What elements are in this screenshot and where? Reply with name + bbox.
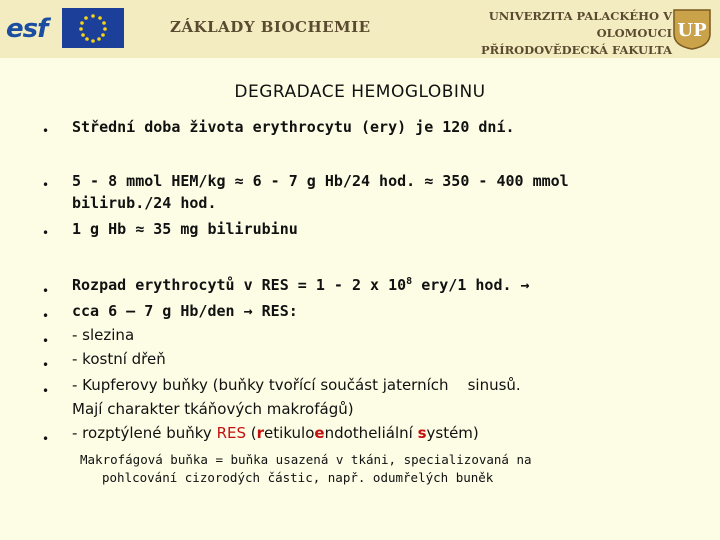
bullet-hb-bilirubin: 1 g Hb ≈ 35 mg bilirubinu (72, 220, 298, 238)
bullet-dot: • (42, 226, 50, 240)
res-word-part-3: ystém) (426, 424, 479, 442)
res-prefix: - rozptýlené buňky (72, 424, 217, 442)
bullet-dot: • (42, 432, 50, 446)
seal-letters: UP (677, 20, 707, 41)
breakdown-rate: ery/1 hod. → (412, 276, 530, 294)
university-line-1: UNIVERZITA PALACKÉHO V OLOMOUCI (488, 9, 672, 40)
bullet-kupffer-line2: Mají charakter tkáňových makrofágů) (72, 400, 354, 418)
res-paren: ( (246, 424, 257, 442)
exponent: 8 (406, 276, 413, 287)
bullet-hb-per-day: cca 6 – 7 g Hb/den → RES: (72, 302, 298, 320)
bullet-erythrocyte-breakdown (72, 276, 530, 294)
res-word-part-1: etikulo (264, 424, 315, 442)
bullet-dot: • (42, 384, 50, 398)
bullet-hem-rate-line1: 5 - 8 mmol HEM/kg ≈ 6 - 7 g Hb/24 hod. ≈ 350 - 400 mmol (72, 172, 569, 190)
bullet-res-cells (72, 424, 479, 442)
macrophage-note-line2: pohlcování cizorodých částic, např. odumřelých buněk (102, 470, 494, 485)
res-word-part-2: ndotheliální (324, 424, 418, 442)
page-title: DEGRADACE HEMOGLOBINU (234, 82, 486, 102)
bullet-dot: • (42, 309, 50, 323)
bullet-kupffer-line1: - Kupferovy buňky (buňky tvořící součást jaterních sinusů. (72, 376, 521, 394)
university-line-2: PŘÍRODOVĚDECKÁ FAKULTA (480, 43, 672, 57)
res-abbr: RES (216, 424, 247, 442)
bullet-dot: • (42, 124, 50, 138)
breakdown-text: Rozpad erythrocytů v RES = 1 - 2 x 10 (72, 276, 407, 294)
course-title: ZÁKLADY BIOCHEMIE (170, 18, 371, 36)
esf-logo-icon: esf (6, 14, 48, 44)
macrophage-note-line1: Makrofágová buňka = buňka usazená v tkáni, specializovaná na (80, 452, 532, 467)
bullet-hem-rate-line2: bilirub./24 hod. (72, 194, 217, 212)
res-letter-e: e (314, 424, 325, 442)
bullet-dot: • (42, 358, 50, 372)
bullet-spleen: - slezina (72, 326, 135, 344)
bullet-dot: • (42, 334, 50, 348)
bullet-bone-marrow: - kostní dřeň (72, 350, 166, 368)
bullet-dot: • (42, 178, 50, 192)
res-letter-r: r (256, 424, 265, 442)
bullet-dot: • (42, 284, 50, 298)
bullet-lifespan: Střední doba života erythrocytu (ery) je 120 dní. (72, 118, 515, 136)
res-letter-s: s (417, 424, 427, 442)
